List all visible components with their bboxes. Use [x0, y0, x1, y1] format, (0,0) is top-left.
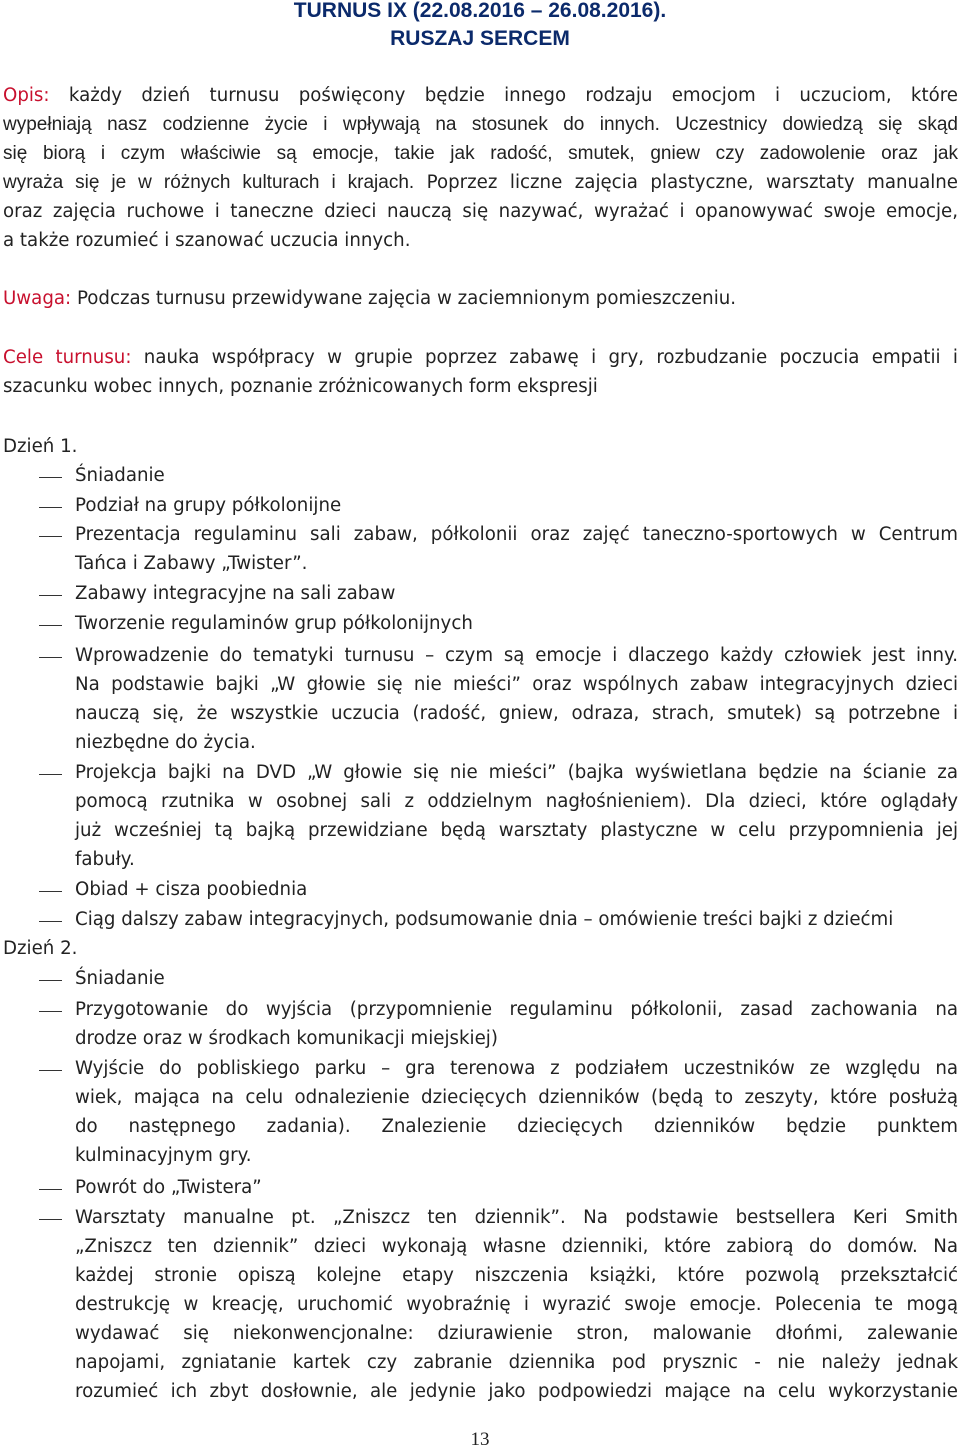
opis-line-4: wyraża się je w różnych kulturach i krajach. Poprzez liczne zajęcia plastyczne, warsztaty manualne: [3, 172, 958, 193]
dash-bullet: [39, 921, 62, 922]
opis-label: Opis:: [3, 85, 50, 106]
day1-item-dvd-3: już wcześniej tą bajką przewidziane będą warsztaty plastyczne w celu przypomnienia jej: [75, 820, 958, 841]
day1-item-breakfast: Śniadanie: [75, 465, 165, 486]
page-number: 13: [470, 1429, 490, 1450]
uwaga-label: Uwaga:: [3, 288, 72, 309]
day2-item-park-4: kulminacyjnym gry.: [75, 1145, 252, 1166]
day2-item-return: Powrót do „Twistera”: [75, 1177, 262, 1198]
day1-item-games: Zabawy integracyjne na sali zabaw: [75, 583, 396, 604]
dash-bullet: [39, 891, 62, 892]
day2-item-workshop-7: rozumieć ich zbyt dosłownie, ale jedynie jako podpowiedzi mające na celu wykorzystanie: [75, 1381, 958, 1402]
day2-item-park-2: wiek, mająca na celu odnalezienie dziecięcych dzienników (będą to zeszyty, które posłużą: [75, 1087, 958, 1108]
day1-item-dvd-4: fabuły.: [75, 849, 135, 870]
dash-bullet: [39, 477, 62, 478]
turnus-subtitle: RUSZAJ SERCEM: [390, 27, 570, 50]
day1-item-rules-2: Tańca i Zabawy „Twister”.: [75, 553, 308, 574]
dash-bullet: [39, 625, 62, 626]
day1-item-lunch: Obiad + cisza poobiednia: [75, 879, 308, 900]
day2-item-workshop-1: Warsztaty manualne pt. „Zniszcz ten dziennik”. Na podstawie bestsellera Keri Smith: [75, 1207, 958, 1228]
cele-line-2: szacunku wobec innych, poznanie zróżnicowanych form ekspresji: [3, 376, 598, 397]
dash-bullet: [39, 1011, 62, 1012]
uwaga-line: Uwaga: Podczas turnusu przewidywane zajęcia w zaciemnionym pomieszczeniu.: [3, 288, 737, 309]
day2-item-workshop-6: napojami, zgniatanie kartek czy zabranie dziennika pod prysznic - nie należy jednak: [75, 1352, 958, 1373]
day2-item-park-3: do następnego zadania). Znalezienie dziecięcych dzienników będzie punktem: [75, 1116, 958, 1137]
day2-item-workshop-2: „Zniszcz ten dziennik” dzieci wykonają własne dzienniki, które zabiorą do domów. Na: [75, 1236, 958, 1257]
dash-bullet: [39, 507, 62, 508]
turnus-title: TURNUS IX (22.08.2016 – 26.08.2016).: [293, 0, 667, 22]
day1-item-dvd-1: Projekcja bajki na DVD „W głowie się nie mieści” (bajka wyświetlana będzie na ścianie za: [75, 762, 958, 783]
day2-item-park-1: Wyjście do pobliskiego parku – gra terenowa z podziałem uczestników ze względu na: [75, 1058, 958, 1079]
day1-heading: Dzień 1.: [3, 436, 78, 457]
dash-bullet: [39, 595, 62, 596]
dash-bullet: [39, 1189, 62, 1190]
day1-item-dvd-2: pomocą rzutnika w osobnej sali z oddzielnym nagłośnieniem). Dla dzieci, które oglądały: [75, 791, 958, 812]
opis-line-2: wypełniają nasz codzienne życie i wpływają na stosunek do innych. Uczestnicy dowiedzą się skąd: [3, 114, 958, 135]
day1-item-summary: Ciąg dalszy zabaw integracyjnych, podsumowanie dnia – omówienie treści bajki z dziećmi: [75, 909, 894, 930]
day1-item-regulations: Tworzenie regulaminów grup półkolonijnych: [75, 613, 473, 634]
day2-item-workshop-5: wydawać się niekonwencjonalne: dziurawienie stron, malowanie dłońmi, zalewanie: [75, 1323, 958, 1344]
day2-item-prep-1: Przygotowanie do wyjścia (przypomnienie regulaminu półkolonii, zasad zachowania na: [75, 999, 958, 1020]
day2-heading: Dzień 2.: [3, 938, 78, 959]
dash-bullet: [39, 980, 62, 981]
day1-item-groups: Podział na grupy półkolonijne: [75, 495, 342, 516]
dash-bullet: [39, 657, 62, 658]
day1-item-intro-4: niezbędne do życia.: [75, 732, 256, 753]
dash-bullet: [39, 774, 62, 775]
day2-item-workshop-3: każdej stronie opiszą kolejne etapy niszczenia książki, które pozwolą przekształcić: [75, 1265, 958, 1286]
day2-item-breakfast: Śniadanie: [75, 968, 165, 989]
day1-item-intro-2: Na podstawie bajki „W głowie się nie mieści” oraz wspólnych zabaw integracyjnych dzieci: [75, 674, 958, 695]
cele-line-1: Cele turnusu: nauka współpracy w grupie poprzez zabawę i gry, rozbudzanie poczucia empatii i: [3, 347, 958, 368]
day1-item-rules-1: Prezentacja regulaminu sali zabaw, półkolonii oraz zajęć taneczno-sportowych w Centrum: [75, 524, 958, 545]
day1-item-intro-1: Wprowadzenie do tematyki turnusu – czym są emocje i dlaczego każdy człowiek jest inny.: [75, 645, 958, 666]
dash-bullet: [39, 1070, 62, 1071]
day2-item-workshop-4: destrukcję w kreację, uruchomić wyobraźnię i wyrazić swoje emocje. Polecenia te mogą: [75, 1294, 958, 1315]
opis-line-5: oraz zajęcia ruchowe i taneczne dzieci nauczą się nazywać, wyrażać i opanowywać swoje emocje,: [3, 201, 958, 222]
dash-bullet: [39, 1219, 62, 1220]
opis-line-1: Opis: każdy dzień turnusu poświęcony będzie innego rodzaju emocjom i uczuciom, które: [3, 85, 958, 106]
opis-line-3: się biorą i czym właściwie są emocje, takie jak radość, smutek, gniew czy zadowolenie oraz jak: [3, 143, 958, 164]
dash-bullet: [39, 536, 62, 537]
day2-item-prep-2: drodze oraz w środkach komunikacji miejskiej): [75, 1028, 498, 1049]
cele-label: Cele turnusu:: [3, 347, 132, 368]
day1-item-intro-3: nauczą się, że wszystkie uczucia (radość, gniew, odraza, strach, smutek) są potrzebne i: [75, 703, 958, 724]
opis-line-6: a także rozumieć i szanować uczucia innych.: [3, 230, 411, 251]
